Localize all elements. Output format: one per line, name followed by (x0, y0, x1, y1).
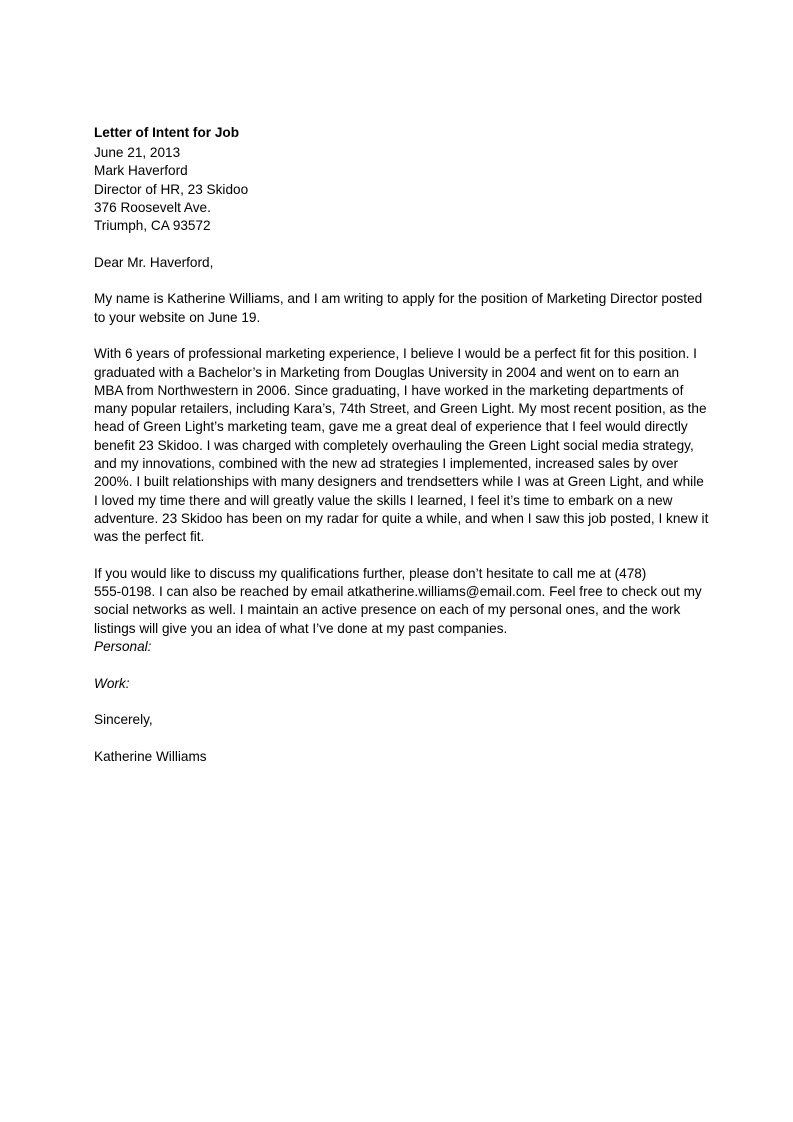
letter-body (94, 124, 709, 766)
paragraph-line: With 6 years of professional marketing experience, I believe I would be a perfect fit for this position. I (94, 346, 697, 362)
closing: Sincerely, (94, 712, 153, 728)
paragraph-line: graduated with a Bachelor’s in Marketing from Douglas University in 2004 and went on to earn an (94, 364, 680, 380)
paragraph-line: 200%. I built relationships with many designers and trendsetters while I was at Green Light, and while (94, 474, 704, 490)
paragraph-contact (94, 565, 706, 638)
signature-name: Katherine Williams (94, 748, 207, 764)
paragraph-line: was the perfect fit. (94, 529, 205, 545)
paragraph-line: adventure. 23 Skidoo has been on my radar for quite a while, and when I saw this job posted, I knew it (94, 510, 709, 526)
paragraph-intro (94, 290, 706, 327)
paragraph-line: listings will give you an idea of what I’ve done at my past companies. (94, 620, 508, 636)
work-label: Work: (94, 675, 130, 691)
paragraph-line: I loved my time there and will greatly value the skills I learned, I feel it’s time to embark on a new (94, 492, 673, 508)
paragraph-line: to your website on June 19. (94, 309, 261, 325)
personal-label: Personal: (94, 639, 152, 655)
paragraph-line: social networks as well. I maintain an active presence on each of my personal ones, and the work (94, 602, 681, 618)
paragraph-experience (94, 345, 709, 546)
letter-header (94, 144, 706, 235)
paragraph-line: My name is Katherine Williams, and I am writing to apply for the position of Marketing Director posted (94, 291, 703, 307)
recipient-name: Mark Haverford (94, 163, 188, 179)
recipient-address-line1: 376 Roosevelt Ave. (94, 199, 211, 215)
paragraph-line: If you would like to discuss my qualifications further, please don’t hesitate to call me at (478) (94, 565, 647, 581)
letter-title: Letter of Intent for Job (94, 125, 239, 140)
paragraph-line: MBA from Northwestern in 2006. Since graduating, I have worked in the marketing departments of (94, 382, 684, 398)
salutation: Dear Mr. Haverford, (94, 254, 214, 270)
paragraph-line: 555-0198. I can also be reached by email atkatherine.williams@email.com. Feel free to check out my (94, 584, 702, 600)
paragraph-line: many popular retailers, including Kara’s, 74th Street, and Green Light. My most recent position, as the (94, 401, 707, 417)
paragraph-line: benefit 23 Skidoo. I was charged with completely overhauling the Green Light social media strategy, (94, 437, 694, 453)
recipient-address-line2: Triumph, CA 93572 (94, 218, 211, 234)
recipient-title: Director of HR, 23 Skidoo (94, 181, 249, 197)
paragraph-line: and my innovations, combined with the new ad strategies I implemented, increased sales by over (94, 456, 679, 472)
letter-date: June 21, 2013 (94, 145, 181, 160)
paragraph-line: head of Green Light’s marketing team, gave me a great deal of experience that I feel would directly (94, 419, 688, 435)
